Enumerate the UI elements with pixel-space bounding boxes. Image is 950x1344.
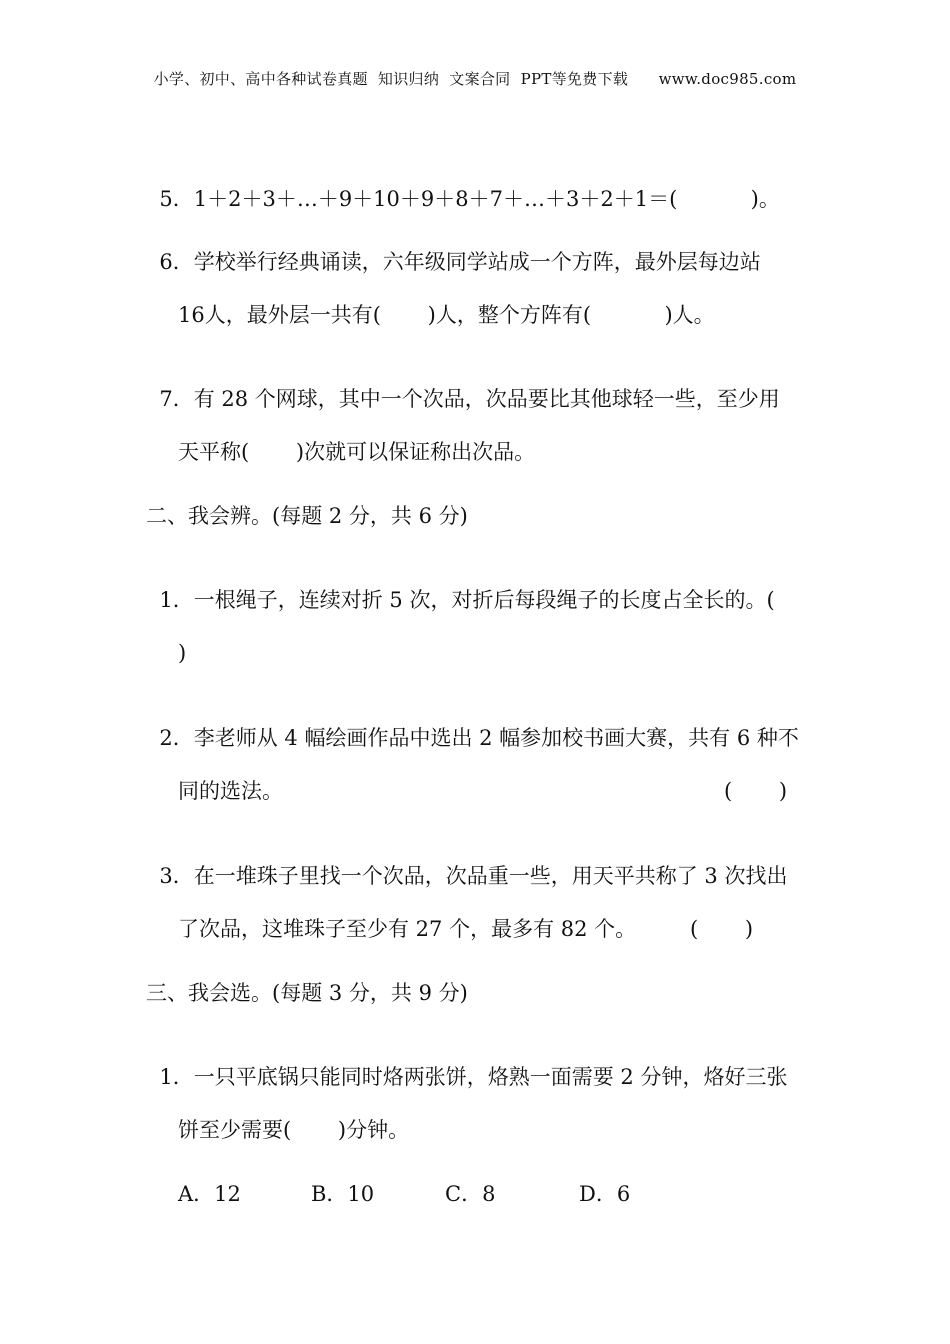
question-text: 在一堆珠子里找一个次品，次品重一些，用天平共称了 3 次找出 — [193, 864, 788, 888]
option-b: B．10 — [311, 1182, 375, 1206]
option-a: A．12 — [178, 1182, 241, 1206]
question-6-line-1 — [146, 231, 761, 273]
question-text: 李老师从 4 幅绘画作品中选出 2 幅参加校书画大赛，共有 6 种不 — [193, 726, 799, 750]
option-c: C．8 — [445, 1182, 496, 1206]
question-number: 5． — [159, 187, 194, 211]
question-6-line-2: 16人，最外层一共有( )人，整个方阵有( )人。 — [178, 303, 715, 327]
question-text: 一只平底锅只能同时烙两张饼，烙熟一面需要 2 分钟，烙好三张 — [193, 1065, 788, 1089]
question-7-line-2: 天平称( )次就可以保证称出次品。 — [178, 440, 536, 464]
question-number: 7． — [159, 387, 194, 411]
section-judge-title: 二、我会辨。(每题 2 分，共 6 分) — [146, 504, 468, 528]
judge-answer-paren: ( ) — [690, 917, 754, 941]
page-header: 小学、初中、高中各种试卷真题 知识归纳 文案合同 PPT等免费下载 www.doc985.com — [153, 70, 797, 88]
question-5 — [146, 168, 780, 210]
judge-question-3-line-2: 了次品，这堆珠子至少有 27 个，最多有 82 个。 — [178, 917, 637, 941]
question-number: 6． — [159, 250, 194, 274]
section-choose-title: 三、我会选。(每题 3 分，共 9 分) — [146, 981, 468, 1005]
option-d: D．6 — [579, 1182, 631, 1206]
question-text: 1＋2＋3＋…＋9＋10＋9＋8＋7＋…＋3＋2＋1＝( )。 — [193, 187, 780, 211]
judge-question-1-line-2: ) — [178, 641, 187, 665]
judge-question-2-line-2: 同的选法。 — [178, 779, 283, 803]
choose-question-1-line-1 — [146, 1046, 787, 1088]
judge-question-1-line-1 — [146, 569, 775, 611]
question-text: 学校举行经典诵读，六年级同学站成一个方阵，最外层每边站 — [193, 250, 761, 274]
question-number: 2． — [159, 726, 194, 750]
question-7-line-1 — [146, 368, 780, 410]
question-text: 一根绳子，连续对折 5 次，对折后每段绳子的长度占全长的。( — [193, 588, 775, 612]
judge-question-3-line-1 — [146, 845, 787, 887]
judge-question-2-line-1 — [146, 707, 799, 749]
question-number: 3． — [159, 864, 194, 888]
judge-answer-paren: ( ) — [724, 779, 788, 803]
question-number: 1． — [159, 1065, 194, 1089]
choose-question-1-line-2: 饼至少需要( )分钟。 — [178, 1118, 410, 1142]
question-text: 有 28 个网球，其中一个次品，次品要比其他球轻一些，至少用 — [193, 387, 780, 411]
question-number: 1． — [159, 588, 194, 612]
